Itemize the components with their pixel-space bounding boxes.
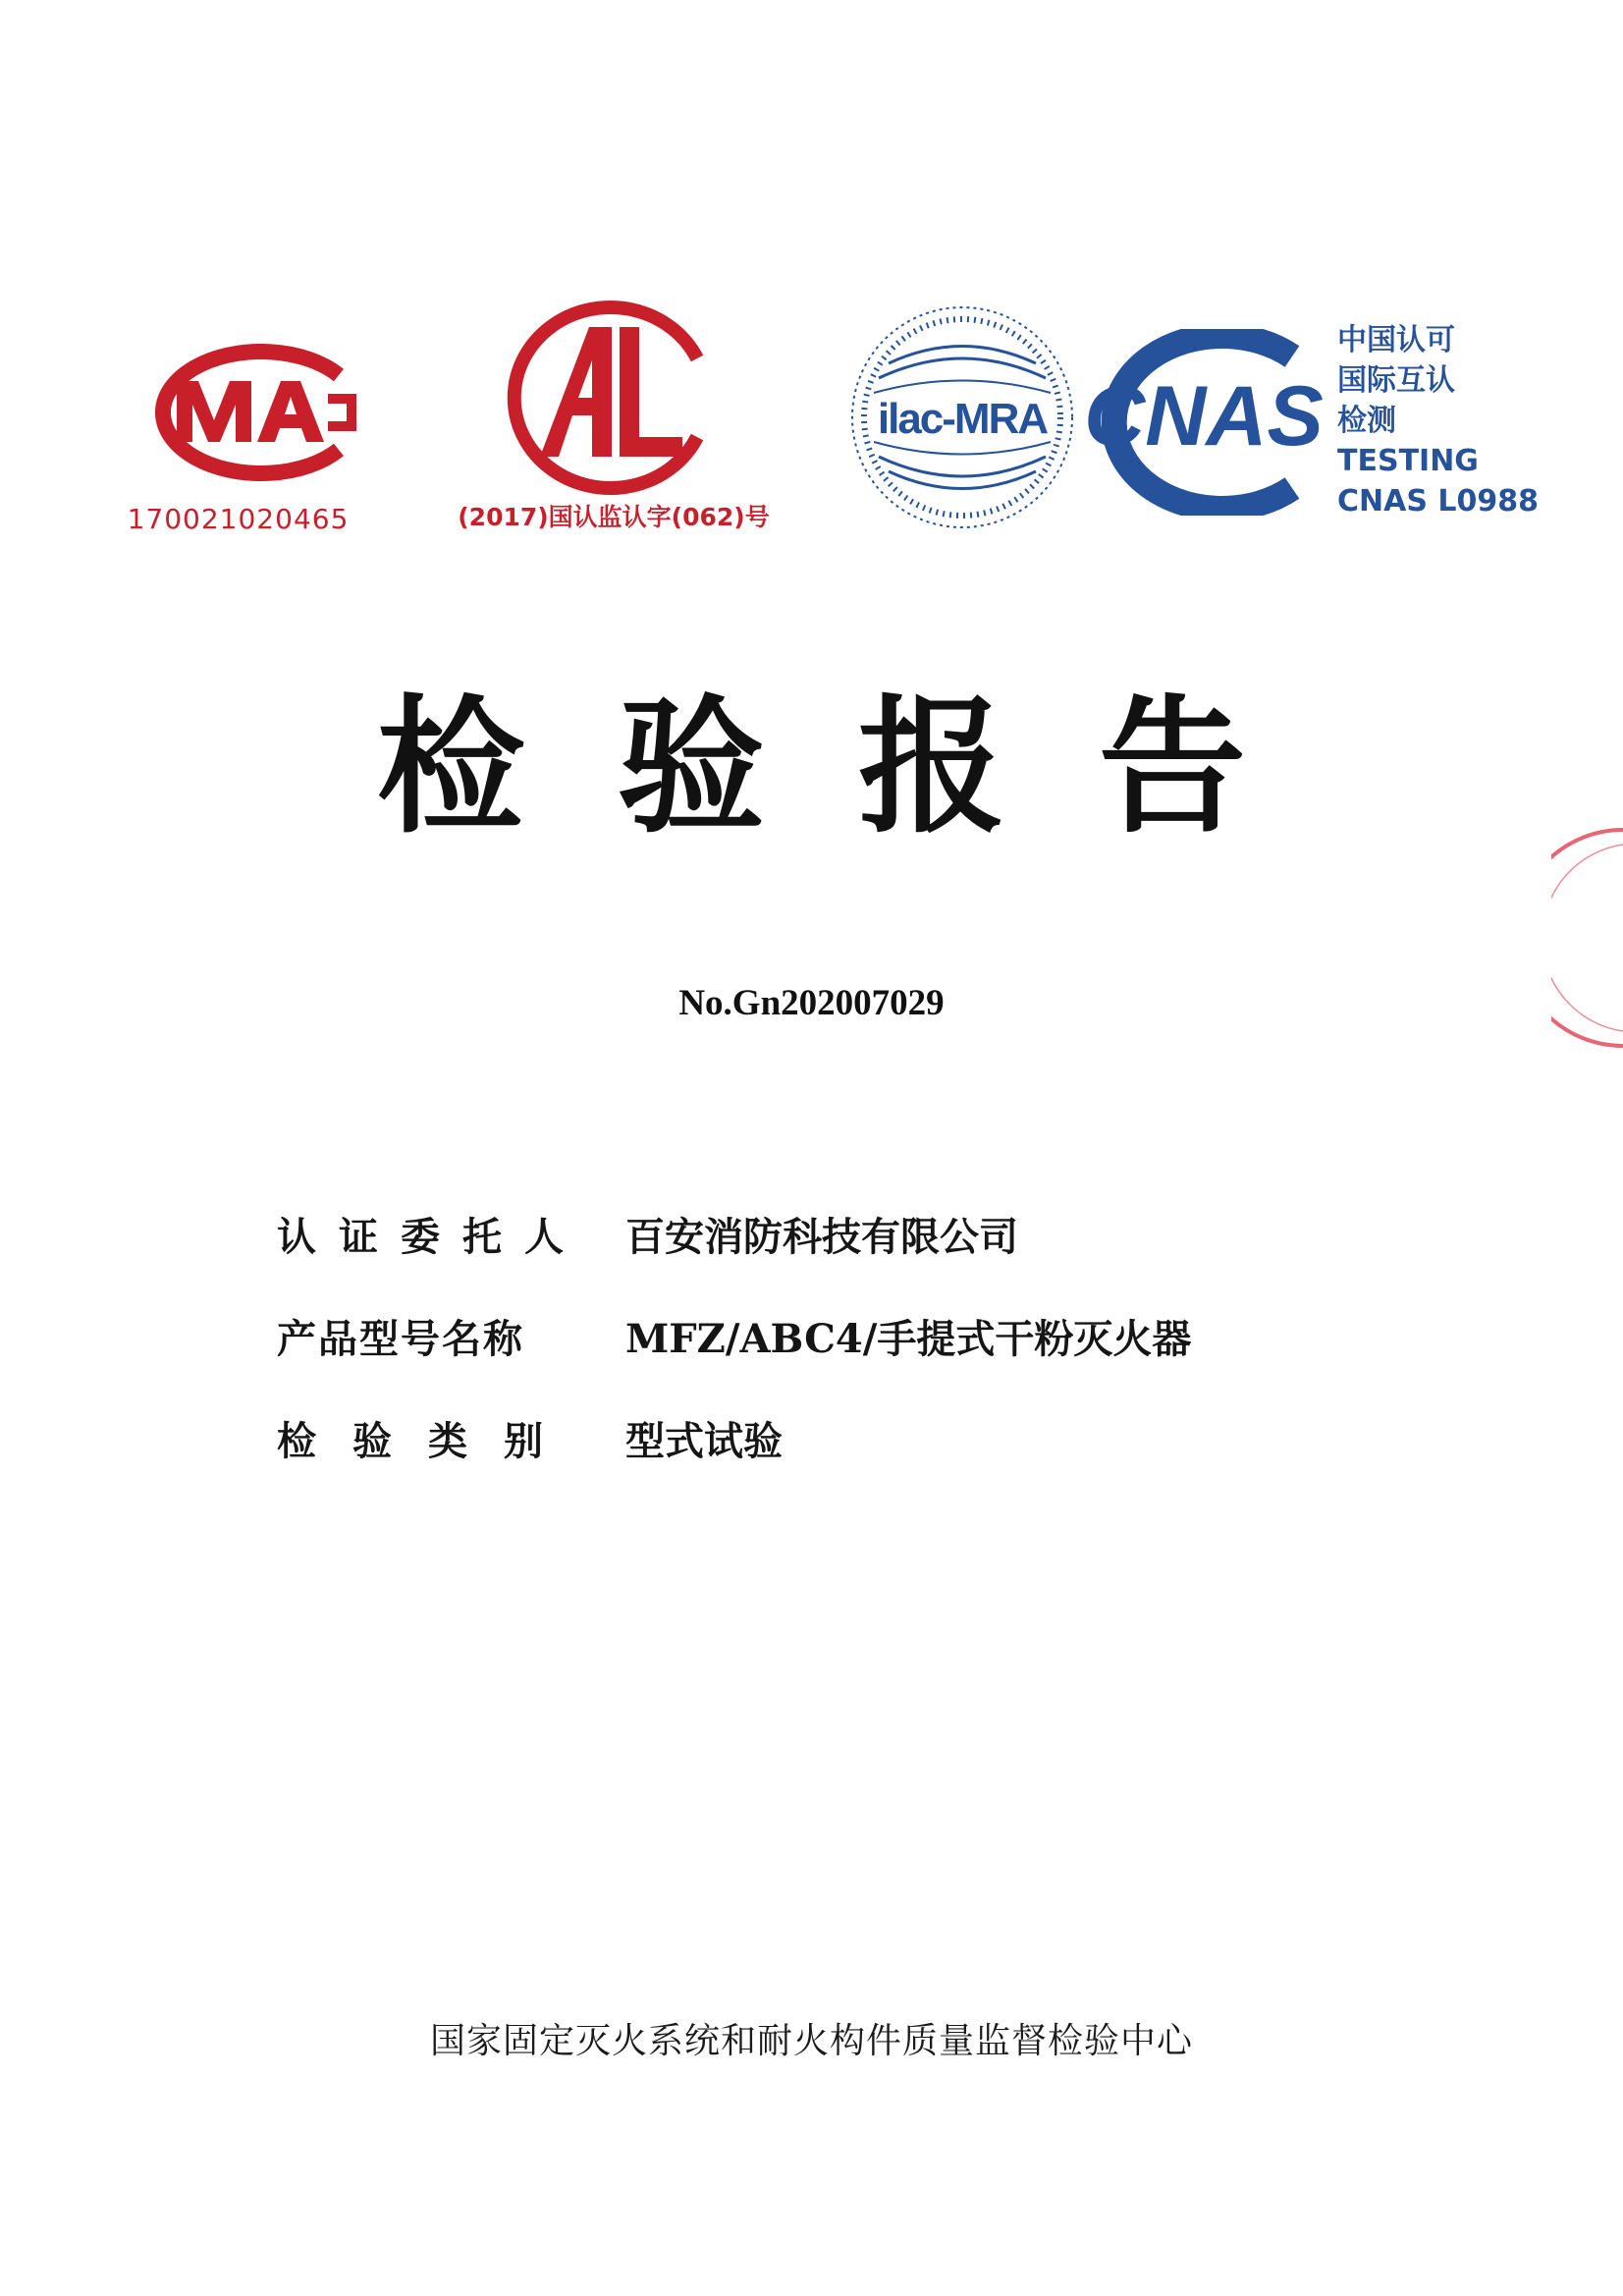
cnas-line-5: CNAS L0988 <box>1337 484 1540 519</box>
cma-number: 170021020465 <box>127 503 350 535</box>
cnas-accreditation-text <box>1337 320 1539 521</box>
product-value: MFZ/ABC4/手提式干粉灭火器 <box>625 1316 1192 1362</box>
inspection-type-row <box>277 1410 1357 1469</box>
issuing-organization: 国家固定灭火系统和耐火构件质量监督检验中心 <box>429 2021 1193 2061</box>
client-value: 百安消防科技有限公司 <box>625 1214 1018 1260</box>
cnas-line-2: 国际互认 <box>1337 363 1455 398</box>
cnas-line-1: 中国认可 <box>1337 323 1455 357</box>
svg-text:CNAS: CNAS <box>1084 369 1324 464</box>
client-label: 认证委托人 <box>277 1214 586 1260</box>
cal-logo <box>496 300 717 496</box>
client-row <box>277 1206 1357 1265</box>
product-label: 产品型号名称 <box>277 1316 524 1362</box>
cnas-logo <box>1078 329 1335 516</box>
inspection-type-value: 型式试验 <box>625 1418 783 1464</box>
report-title: 检验报告 <box>376 681 1339 853</box>
svg-text:ilac-MRA: ilac-MRA <box>877 395 1048 443</box>
cma-logo <box>118 344 358 481</box>
seal-stamp-icon <box>1551 825 1623 1051</box>
cal-approval-number: (2017)国认监认字(062)号 <box>458 503 770 531</box>
cnas-line-4: TESTING <box>1337 444 1479 478</box>
inspection-type-label: 检验类别 <box>277 1418 579 1464</box>
cnas-line-3: 检测 <box>1337 404 1396 438</box>
product-row <box>277 1308 1357 1367</box>
report-number: No.Gn202007029 <box>678 983 945 1023</box>
ilac-mra-logo <box>844 300 1080 535</box>
